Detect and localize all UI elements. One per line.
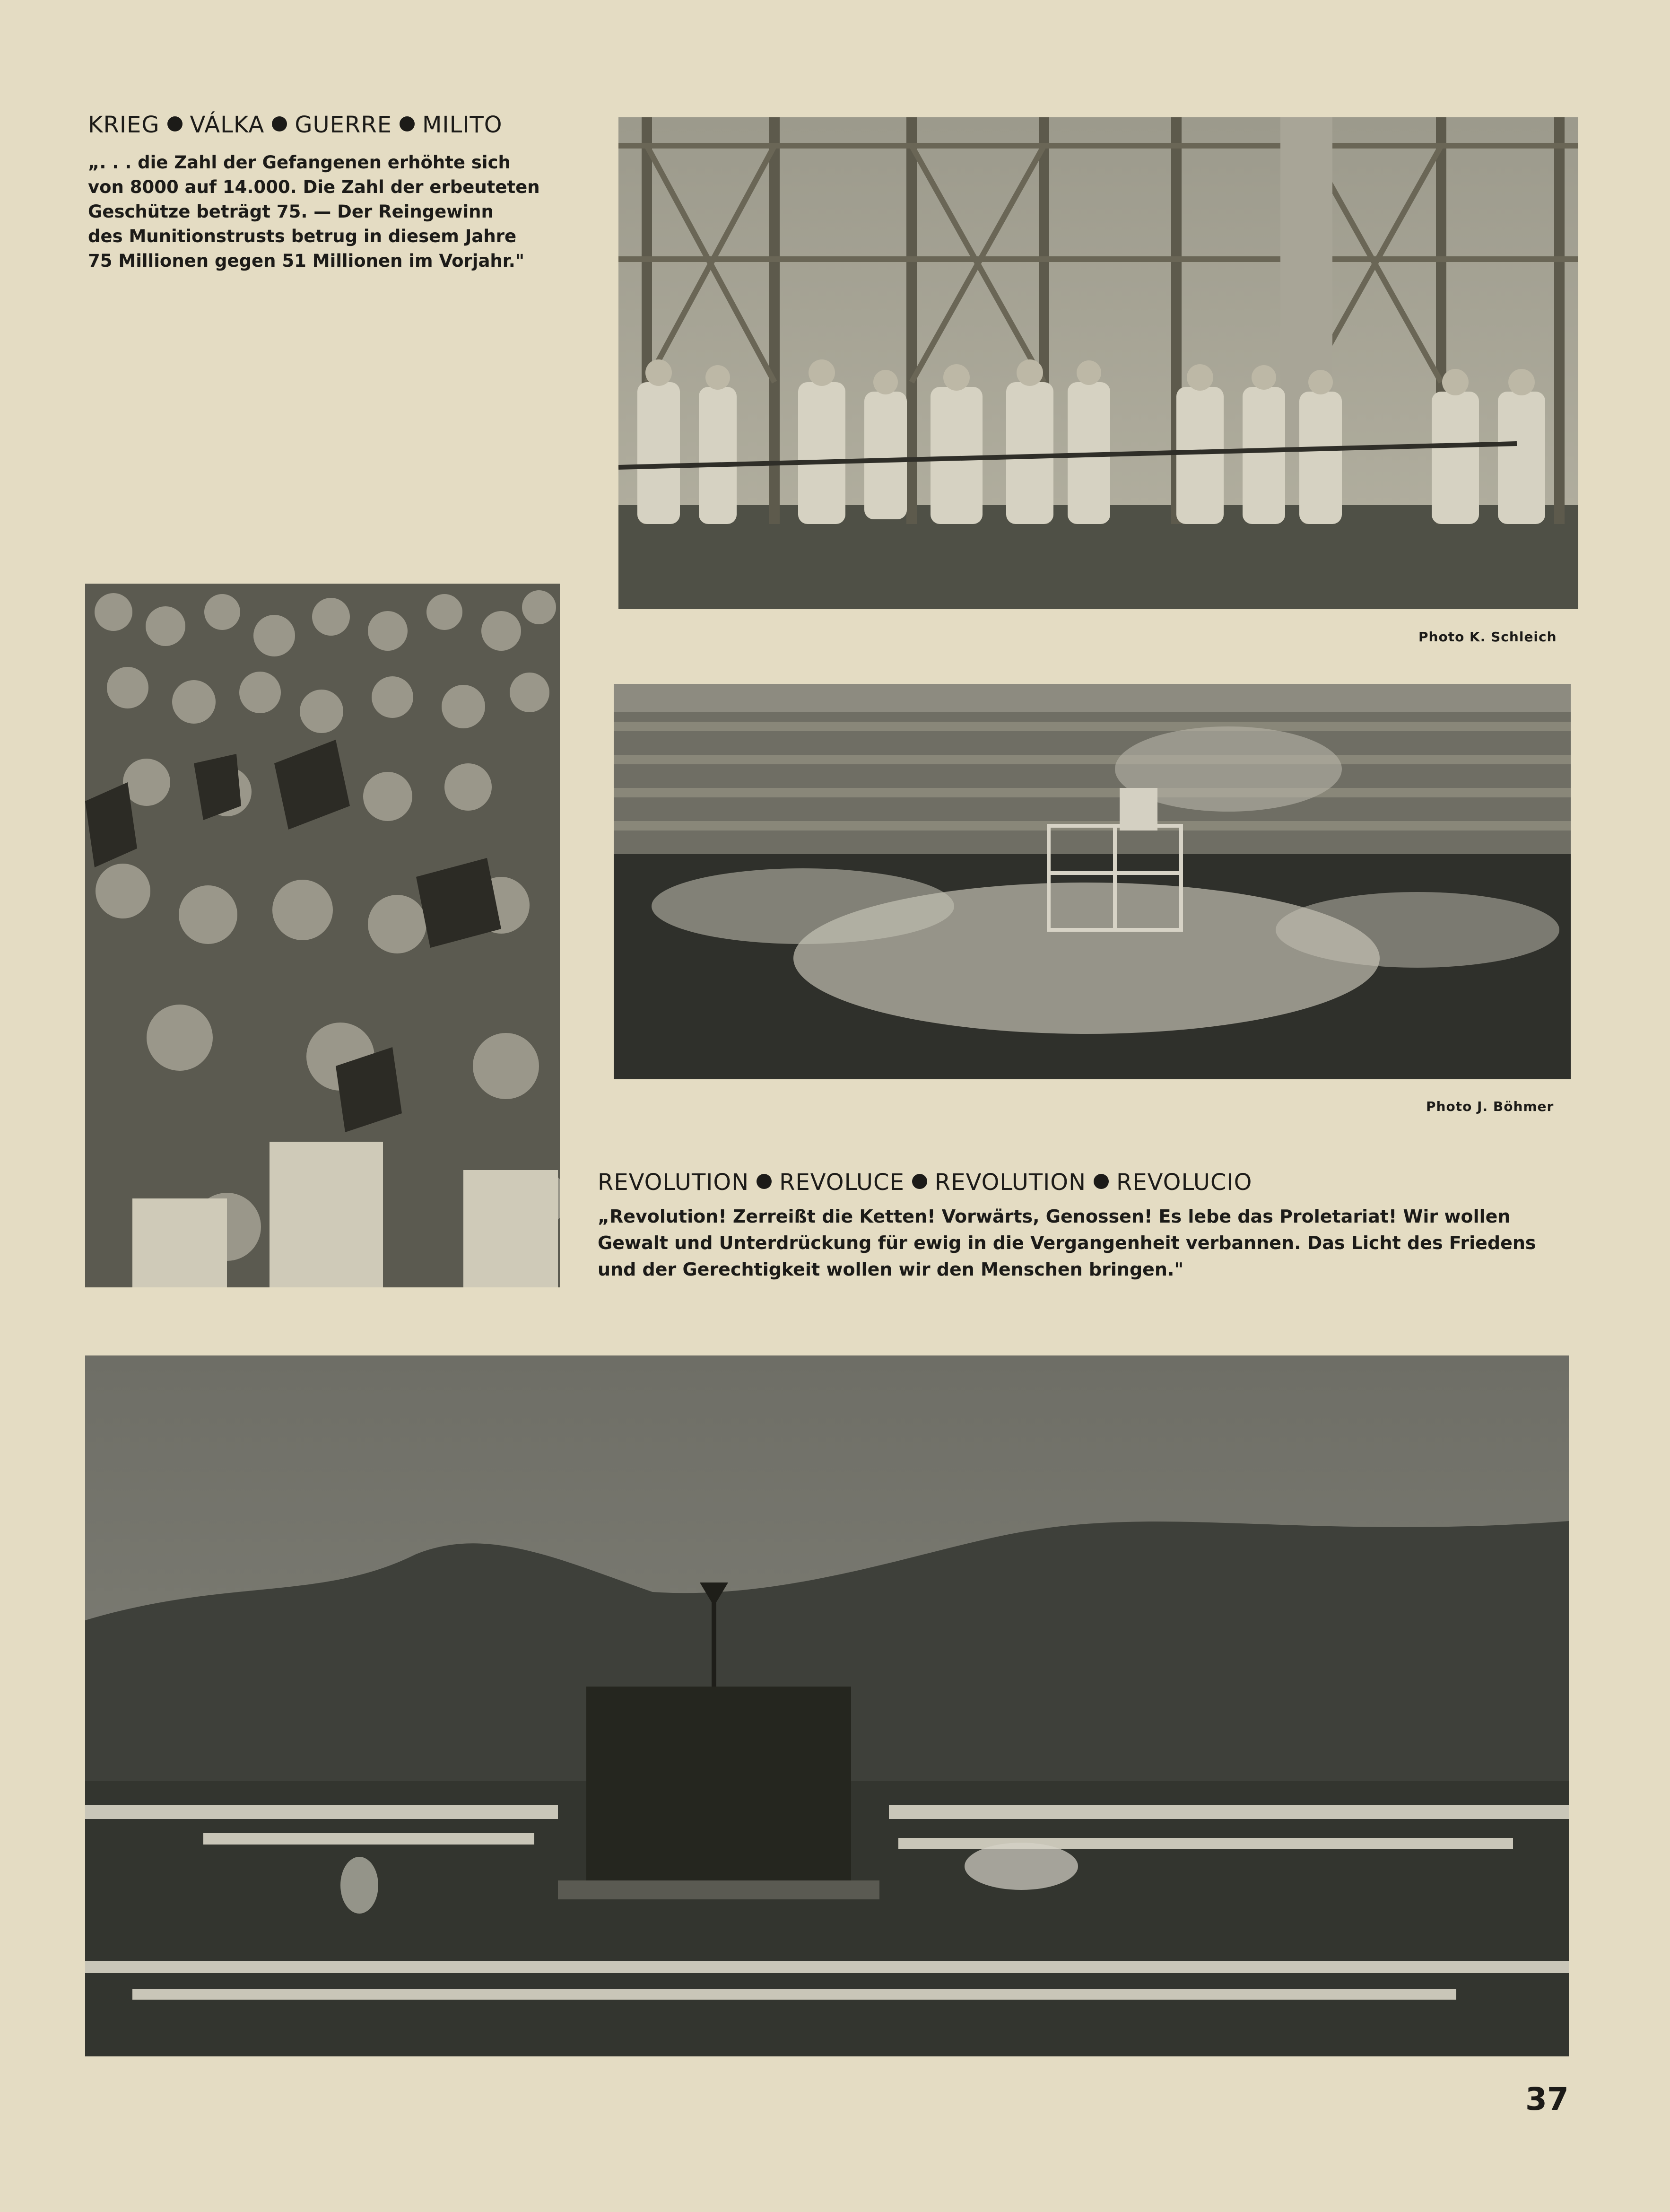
bullet-dot [757,1174,772,1189]
quote-line: des Munitionstrusts betrug in diesem Jahre [88,226,517,246]
war-heading [88,114,503,136]
field-spectacle-photo [85,1355,1569,2056]
bullet-dot [400,116,415,131]
bullet-dot [272,116,287,131]
heading-word: KRIEG [88,112,160,138]
heading-word: REVOLUTION [934,1169,1086,1196]
quote-line: „Revolution! Zerreißt die Ketten! Vorwärts, Genossen! Es lebe das Proletariat! Wir wollen [598,1206,1511,1227]
bullet-dot [1094,1174,1109,1189]
quote-line: und der Gerechtigkeit wollen wir den Menschen bringen." [598,1259,1184,1280]
heading-word: REVOLUTION [598,1169,749,1196]
heading-word: VÁLKA [190,112,265,138]
revolution-quote [598,1203,1567,1283]
quote-line: Geschütze beträgt 75. — Der Reingewinn [88,201,494,222]
heading-word: GUERRE [295,112,392,138]
quote-line: „. . . die Zahl der Gefangenen erhöhte sich [88,152,511,173]
bullet-dot [912,1174,927,1189]
crowd-photo [85,584,560,1287]
quote-line: Gewalt und Unterdrückung für ewig in die Vergangenheit verbannen. Das Licht des Friedens [598,1233,1536,1253]
page-number: 37 [1525,2081,1569,2117]
soldiers-photo-credit: Photo K. Schleich [1418,629,1557,645]
heading-word: REVOLUCE [779,1169,905,1196]
stadium-photo [614,684,1571,1079]
quote-line: von 8000 auf 14.000. Die Zahl der erbeuteten [88,177,540,197]
heading-word: REVOLUCIO [1116,1169,1252,1196]
heading-word: MILITO [422,112,503,138]
stadium-photo-credit: Photo J. Böhmer [1426,1099,1554,1114]
war-quote [88,150,556,273]
revolution-heading [598,1171,1252,1194]
quote-line: 75 Millionen gegen 51 Millionen im Vorjahr." [88,251,525,271]
bullet-dot [167,116,183,131]
soldiers-photo [618,117,1578,609]
